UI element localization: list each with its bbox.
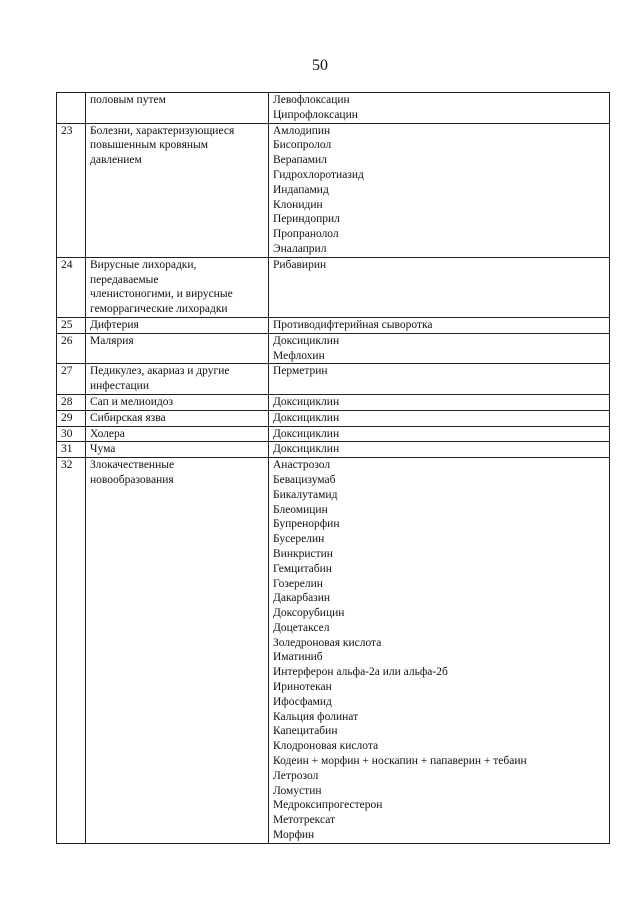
table-row xyxy=(57,426,610,442)
drug-line: Бусерелин xyxy=(273,533,325,546)
disease-line: Чума xyxy=(90,443,116,456)
row-number: 25 xyxy=(57,317,86,333)
drug-line: Перметрин xyxy=(273,365,328,378)
drug-line: Доксициклин xyxy=(273,395,340,408)
disease-cell xyxy=(86,364,269,395)
drug-line: Иринотекан xyxy=(273,681,332,694)
table-row xyxy=(57,333,610,364)
drug-line: Доксициклин xyxy=(273,427,340,440)
drug-line: Рибавирин xyxy=(273,258,327,271)
drug-line: Мефлохин xyxy=(273,349,325,362)
drug-line: Верапамил xyxy=(273,154,327,167)
drug-line: Эналаприл xyxy=(273,242,327,255)
drug-line: Периндоприл xyxy=(273,213,340,226)
drug-cell xyxy=(269,442,610,458)
drug-line: Медроксипрогестерон xyxy=(273,799,383,812)
table-row xyxy=(57,364,610,395)
disease-line: членистоногими, и вирусные xyxy=(90,288,233,301)
disease-line: давлением xyxy=(90,154,142,167)
drug-line: Капецитабин xyxy=(273,725,338,738)
disease-line: половым путем xyxy=(90,94,166,106)
page-number: 50 xyxy=(312,57,328,74)
table-row xyxy=(57,317,610,333)
disease-line: Сибирская язва xyxy=(90,411,166,424)
drug-line: Дакарбазин xyxy=(273,592,331,605)
drug-line: Летрозол xyxy=(273,769,319,782)
drug-line: Клодроновая кислота xyxy=(273,740,379,753)
drug-cell xyxy=(269,93,610,124)
drug-cell xyxy=(269,410,610,426)
drug-cell xyxy=(269,333,610,364)
drug-cell xyxy=(269,364,610,395)
drug-line: Морфин xyxy=(273,829,315,842)
disease-line: Сап и мелиоидоз xyxy=(90,395,174,408)
drug-line: Левофлоксацин xyxy=(273,94,350,106)
drug-line: Кодеин + морфин + носкапин + папаверин + тебаин xyxy=(273,755,527,768)
disease-cell xyxy=(86,257,269,317)
drug-cell xyxy=(269,458,610,844)
drug-line: Амлодипин xyxy=(273,124,331,137)
drug-line: Гидрохлоротиазид xyxy=(273,168,364,181)
row-number: 31 xyxy=(57,442,86,458)
disease-cell xyxy=(86,410,269,426)
disease-line: инфестации xyxy=(90,380,149,393)
drug-line: Анастрозол xyxy=(273,459,331,472)
disease-line: геморрагические лихорадки xyxy=(90,303,228,316)
row-number: 28 xyxy=(57,394,86,410)
disease-line: Холера xyxy=(90,427,125,440)
disease-line: повышенным кровяным xyxy=(90,139,209,152)
drug-line: Пропранолол xyxy=(273,228,339,241)
row-number: 27 xyxy=(57,364,86,395)
drug-cell xyxy=(269,394,610,410)
drug-line: Бевацизумаб xyxy=(273,473,336,486)
row-number: 32 xyxy=(57,458,86,844)
drug-line: Ифосфамид xyxy=(273,695,332,708)
table-row xyxy=(57,123,610,257)
drug-line: Ципрофлоксацин xyxy=(273,108,358,121)
row-number: 24 xyxy=(57,257,86,317)
drug-line: Интерферон альфа-2а или альфа-2б xyxy=(273,666,448,679)
disease-cell xyxy=(86,426,269,442)
disease-line: Дифтерия xyxy=(90,318,139,331)
table-row xyxy=(57,257,610,317)
drug-line: Доксорубицин xyxy=(273,607,345,620)
table-row xyxy=(57,394,610,410)
disease-cell xyxy=(86,93,269,124)
disease-cell xyxy=(86,394,269,410)
drug-line: Бупренорфин xyxy=(273,518,340,531)
disease-cell xyxy=(86,123,269,257)
disease-cell xyxy=(86,458,269,844)
drug-line: Золедроновая кислота xyxy=(273,636,382,649)
disease-line: Педикулез, акариаз и другие xyxy=(90,365,230,378)
table-row xyxy=(57,93,610,124)
drug-line: Метотрексат xyxy=(273,814,336,827)
row-number: 23 xyxy=(57,123,86,257)
disease-cell xyxy=(86,442,269,458)
drug-line: Гемцитабин xyxy=(273,562,332,575)
row-number: 30 xyxy=(57,426,86,442)
drug-line: Доксициклин xyxy=(273,411,340,424)
table-row xyxy=(57,410,610,426)
drug-line: Бисопролол xyxy=(273,139,332,152)
drug-line: Блеомицин xyxy=(273,503,328,516)
drug-line: Доксициклин xyxy=(273,334,340,347)
drug-line: Бикалутамид xyxy=(273,488,338,501)
disease-cell xyxy=(86,333,269,364)
drug-line: Гозерелин xyxy=(273,577,323,590)
table-row xyxy=(57,442,610,458)
disease-line: новообразования xyxy=(90,473,174,486)
disease-drug-table xyxy=(56,92,610,844)
table-row xyxy=(57,458,610,844)
drug-line: Доксициклин xyxy=(273,443,340,456)
row-number: 26 xyxy=(57,333,86,364)
disease-cell xyxy=(86,317,269,333)
drug-line: Клонидин xyxy=(273,198,323,211)
drug-line: Винкристин xyxy=(273,547,333,560)
drug-cell xyxy=(269,257,610,317)
drug-line: Иматиниб xyxy=(273,651,323,664)
drug-cell xyxy=(269,317,610,333)
disease-line: Злокачественные xyxy=(90,459,175,472)
row-number: 29 xyxy=(57,410,86,426)
disease-line: Малярия xyxy=(90,334,134,347)
drug-line: Индапамид xyxy=(273,183,329,196)
disease-line: Болезни, характеризующиеся xyxy=(90,124,235,137)
drug-line: Противодифтерийная сыворотка xyxy=(273,318,433,331)
disease-line: передаваемые xyxy=(90,273,159,286)
drug-line: Ломустин xyxy=(273,784,322,797)
drug-line: Доцетаксел xyxy=(273,621,330,634)
disease-line: Вирусные лихорадки, xyxy=(90,258,197,271)
drug-cell xyxy=(269,123,610,257)
drug-line: Кальция фолинат xyxy=(273,710,359,723)
table-body xyxy=(57,93,610,844)
drug-cell xyxy=(269,426,610,442)
row-number xyxy=(57,93,86,124)
